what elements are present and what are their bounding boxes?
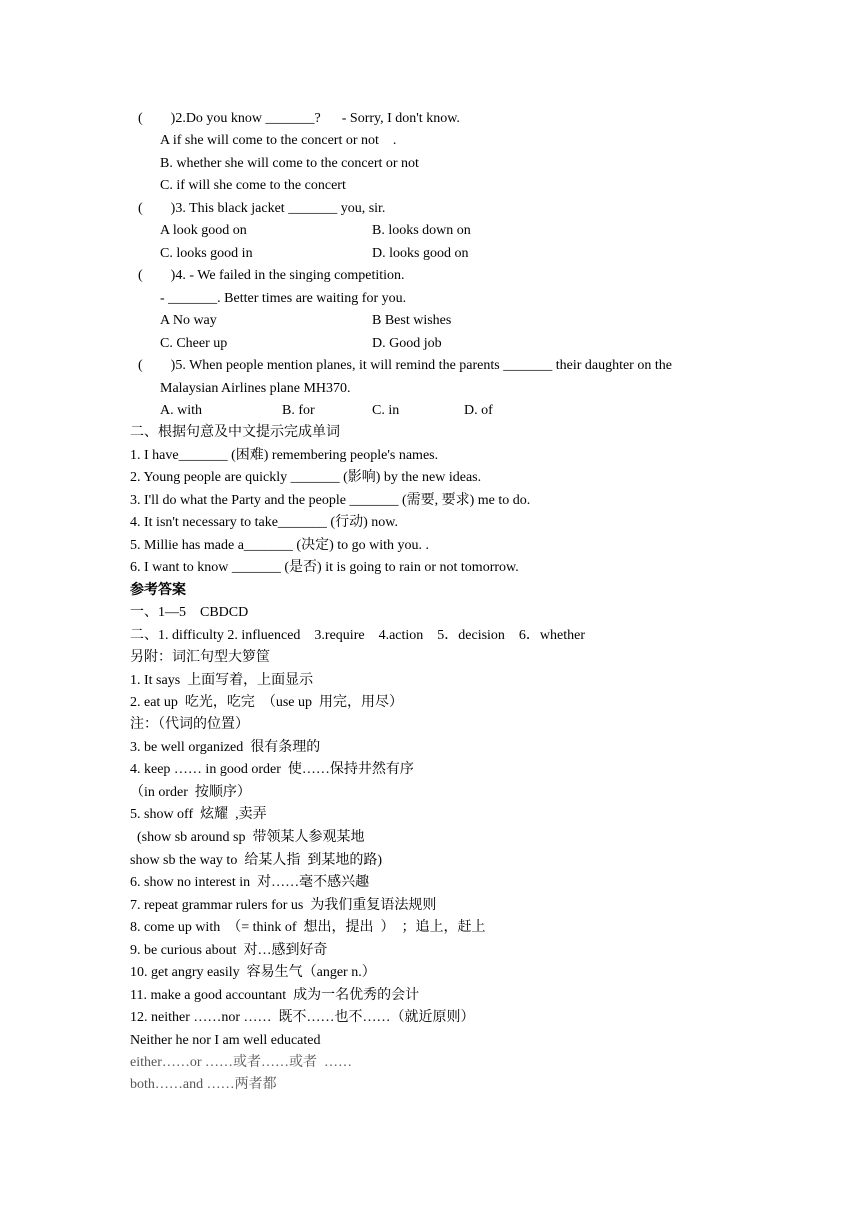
- appendix-line: 5. show off 炫耀 ,卖弄: [130, 807, 267, 822]
- question-2-stem: ( )2.Do you know _______? - Sorry, I don't know.: [138, 111, 460, 126]
- question-3-option-d: D. looks good on: [372, 246, 469, 261]
- fill-item-2: 2. Young people are quickly _______ (影响) by the new ideas.: [130, 470, 482, 485]
- question-5-stem: ( )5. When people mention planes, it will remind the parents _______ their daughter on the: [138, 358, 672, 373]
- appendix-line: 4. keep …… in good order 使……保持井然有序: [130, 762, 414, 777]
- question-3-stem: ( )3. This black jacket _______ you, sir.: [138, 201, 386, 216]
- appendix-line: Neither he nor I am well educated: [130, 1033, 321, 1048]
- question-5-option-d: D. of: [464, 403, 493, 418]
- question-2-option-a: A if she will come to the concert or not .: [160, 133, 397, 148]
- appendix-line: 1. It says 上面写着，上面显示: [130, 673, 314, 688]
- fill-item-4: 4. It isn't necessary to take_______ (行动) now.: [130, 515, 398, 530]
- answers-line-2: 二、1. difficulty 2. influenced 3.require 4.action 5．decision 6．whether: [130, 628, 586, 643]
- appendix-line: 2. eat up 吃光，吃完 （use up 用完，用尽）: [130, 695, 403, 710]
- fill-item-6: 6. I want to know _______ (是否) it is going to rain or not tomorrow.: [130, 560, 519, 575]
- question-2-option-b: B. whether she will come to the concert or not: [160, 156, 419, 171]
- appendix-line: 12. neither ……nor …… 既不……也不……（就近原则）: [130, 1010, 475, 1025]
- appendix-line: （in order 按顺序）: [130, 785, 251, 800]
- question-3-option-b: B. looks down on: [372, 223, 471, 238]
- appendix-line: 3. be well organized 很有条理的: [130, 740, 321, 755]
- appendix-line: 11. make a good accountant 成为一名优秀的会计: [130, 988, 420, 1003]
- appendix-line: 6. show no interest in 对……毫不感兴趣: [130, 875, 370, 890]
- question-3-option-a: A look good on: [160, 223, 247, 238]
- question-4-option-d: D. Good job: [372, 336, 442, 351]
- answers-heading: 参考答案: [130, 583, 186, 598]
- question-3-option-c: C. looks good in: [160, 246, 253, 261]
- question-5-option-c: C. in: [372, 403, 400, 418]
- appendix-line: 9. be curious about 对…感到好奇: [130, 943, 328, 958]
- section-2-heading: 二、根据句意及中文提示完成单词: [130, 425, 340, 440]
- question-4-option-b: B Best wishes: [372, 313, 452, 328]
- appendix-line: 8. come up with （= think of 想出，提出 ） ；追上，赶上: [130, 920, 486, 935]
- question-5-option-b: B. for: [282, 403, 315, 418]
- fill-item-1: 1. I have_______ (困难) remembering people's names.: [130, 448, 439, 463]
- question-4-stem: ( )4. - We failed in the singing competition.: [138, 268, 405, 283]
- answers-line-1: 一、1—5 CBDCD: [130, 605, 249, 620]
- appendix-line: either……or ……或者……或者 ……: [130, 1055, 353, 1070]
- appendix-heading: 另附：词汇句型大箩筐: [130, 650, 270, 665]
- fill-item-5: 5. Millie has made a_______ (决定) to go with you. .: [130, 538, 430, 553]
- question-4-option-c: C. Cheer up: [160, 336, 228, 351]
- question-2-option-c: C. if will she come to the concert: [160, 178, 346, 193]
- question-5-option-a: A. with: [160, 403, 202, 418]
- fill-item-3: 3. I'll do what the Party and the people _______ (需要, 要求) me to do.: [130, 493, 531, 508]
- appendix-line: (show sb around sp 带领某人参观某地: [130, 830, 365, 845]
- question-4-line2: - _______. Better times are waiting for you.: [160, 291, 407, 306]
- appendix-line: show sb the way to 给某人指 到某地的路): [130, 853, 382, 868]
- appendix-line: 10. get angry easily 容易生气（anger n.）: [130, 965, 376, 980]
- appendix-line: both……and ……两者都: [130, 1077, 277, 1092]
- question-4-option-a: A No way: [160, 313, 217, 328]
- appendix-line: 7. repeat grammar rulers for us 为我们重复语法规则: [130, 898, 437, 913]
- question-5-line2: Malaysian Airlines plane MH370.: [160, 381, 351, 396]
- appendix-line: 注：（代词的位置）: [130, 717, 249, 732]
